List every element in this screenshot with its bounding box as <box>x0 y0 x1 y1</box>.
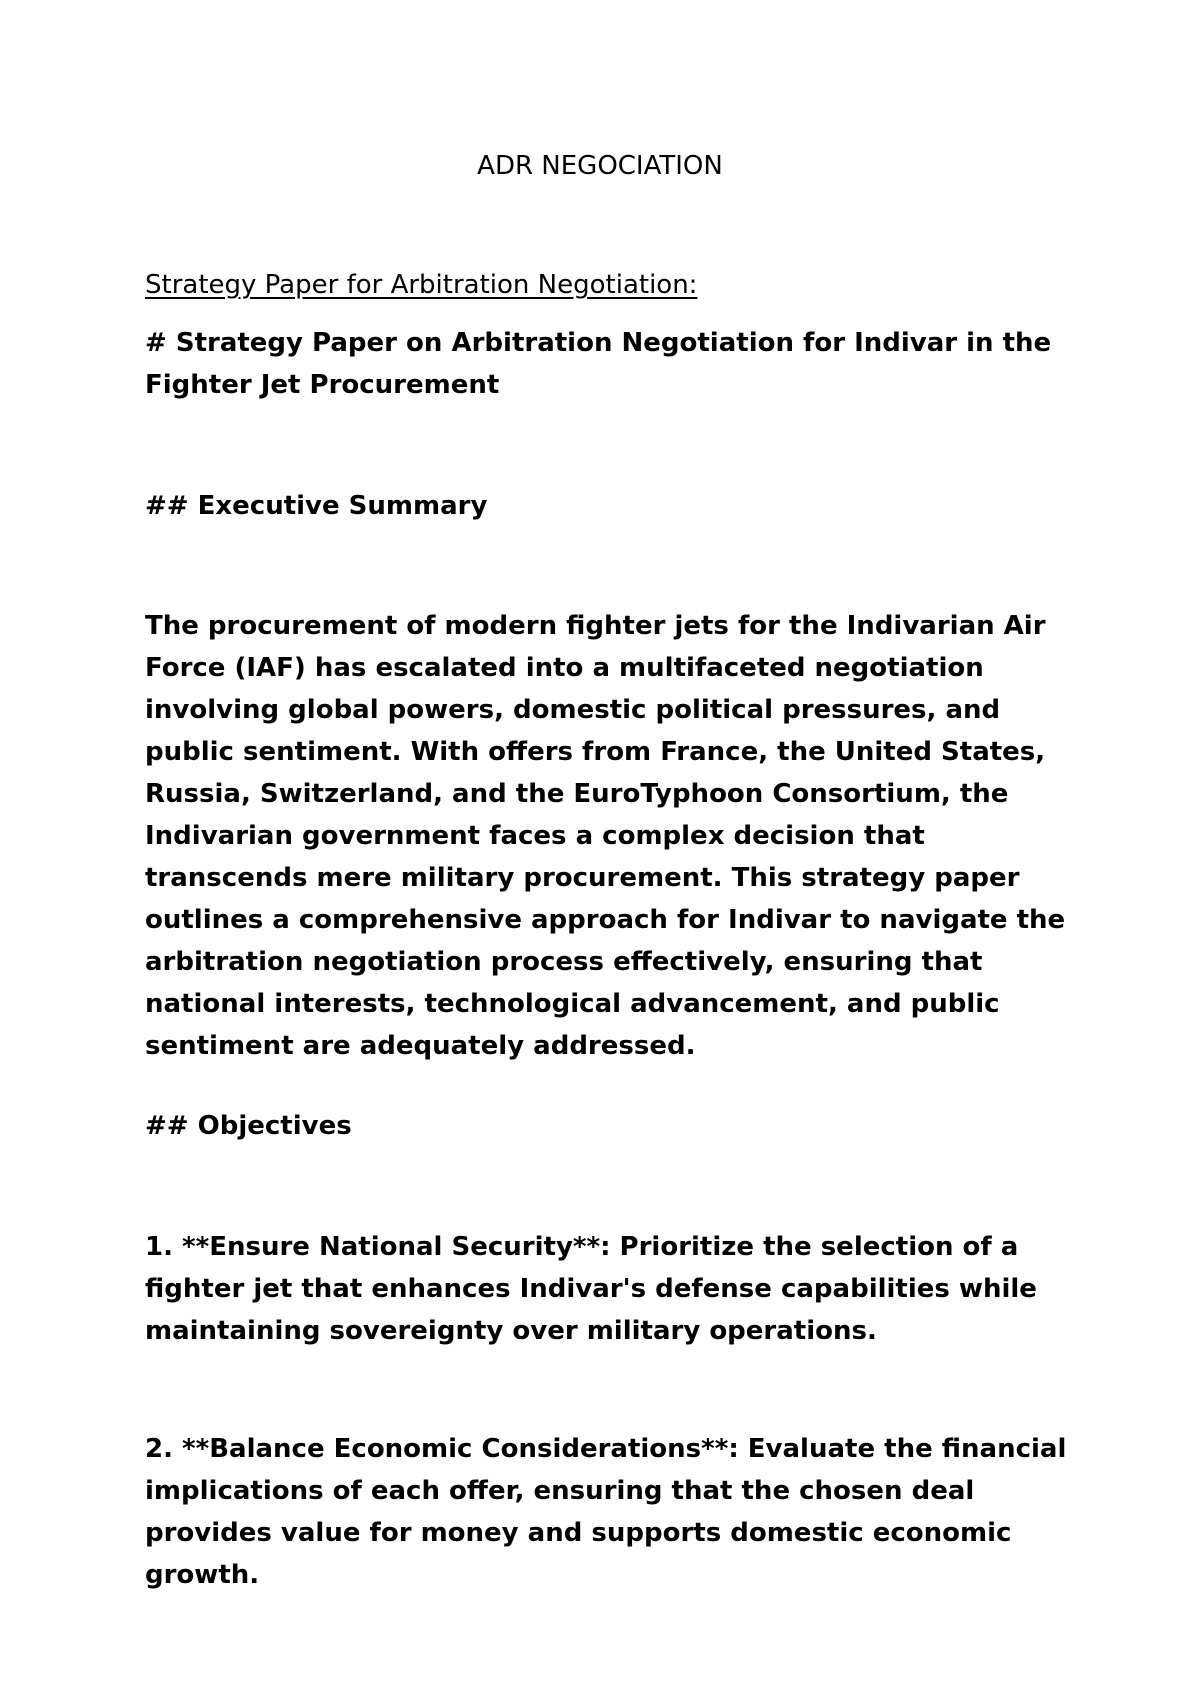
objective-item: 2. **Balance Economic Considerations**: Evaluate the financial implications of each offer, ensuring that the chosen deal provides value for money and supports domestic economic growth. <box>145 1434 1067 1590</box>
objective-item: 1. **Ensure National Security**: Prioritize the selection of a fighter jet that enhances Indivar's defense capabilities while maintaining sovereignty over military operations. <box>145 1232 1037 1346</box>
document-subtitle: Strategy Paper for Arbitration Negotiation: <box>145 270 698 300</box>
executive-summary-heading: ## Executive Summary <box>145 491 488 521</box>
document-title: ADR NEGOCIATION <box>477 151 723 181</box>
main-heading: # Strategy Paper on Arbitration Negotiation for Indivar in the Fighter Jet Procurement <box>145 328 1052 400</box>
objectives-heading: ## Objectives <box>145 1111 352 1141</box>
executive-summary-paragraph: The procurement of modern fighter jets for the Indivarian Air Force (IAF) has escalated into a multifaceted negotiation involving global powers, domestic political pressures, and public sentiment. With offers from France, the United States, Russia, Switzerland, and the EuroTyphoon Consortium, the Indivarian government faces a complex decision that transcends mere military procurement. This strategy paper outlines a comprehensive approach for Indivar to navigate the arbitration negotiation process effectively, ensuring that national interests, technological advancement, and public sentiment are adequately addressed. <box>145 611 1066 1061</box>
